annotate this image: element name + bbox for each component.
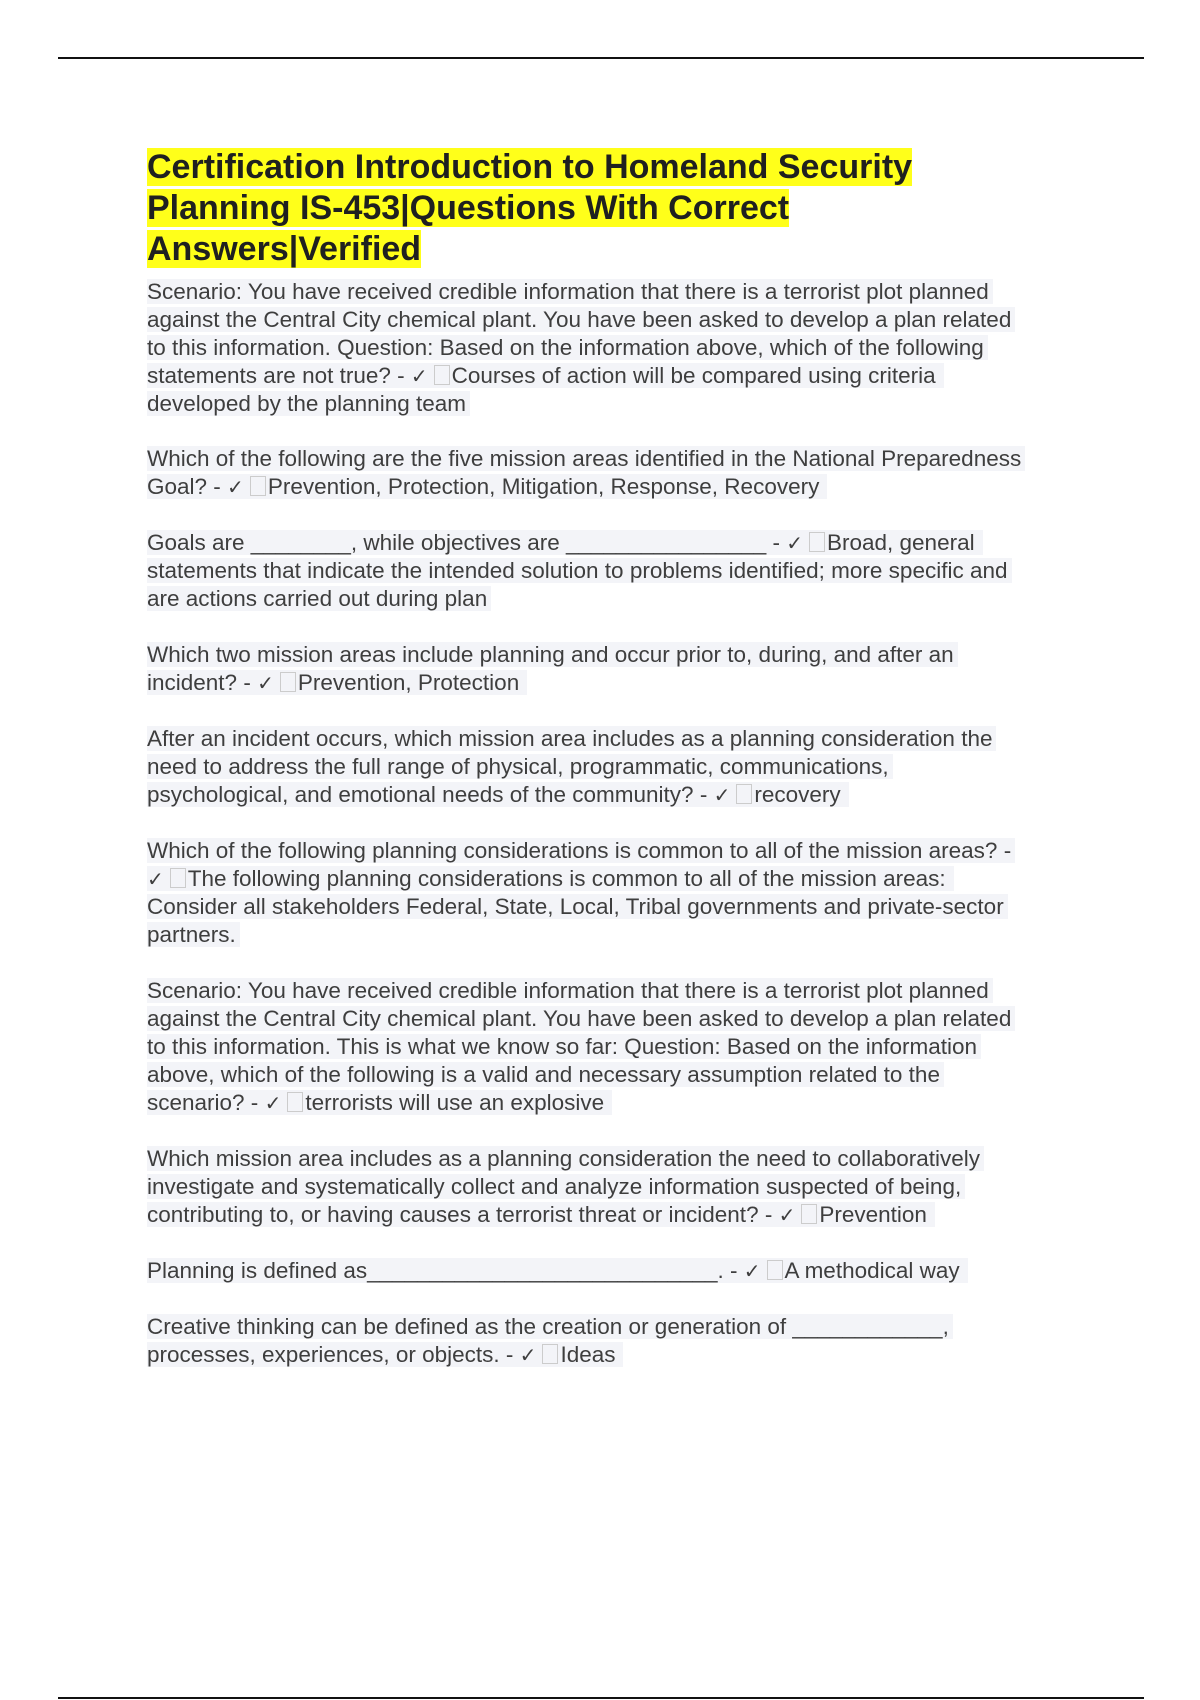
qa-text: to this information. This is what we know so far: Question: Based on the information [147, 1034, 981, 1059]
qa-line [147, 334, 1107, 362]
qa-text: investigate and systematically collect and analyze information suspected of being, [147, 1174, 965, 1199]
missing-glyph-box-icon [736, 784, 752, 804]
missing-glyph-box-icon [434, 365, 450, 385]
qa-line [147, 362, 1107, 390]
qa-text: scenario? - ✓ terrorists will use an explosive [147, 1090, 612, 1115]
checkmark-icon: ✓ [227, 475, 248, 499]
qa-item [147, 1257, 1107, 1285]
qa-line [147, 306, 1107, 334]
answer-text: The following planning considerations is common to all of the mission areas: [188, 866, 950, 891]
qa-line [147, 1341, 1107, 1369]
qa-item [147, 1313, 1107, 1369]
answer-text: terrorists will use an explosive [305, 1090, 608, 1115]
qa-text: processes, experiences, or objects. - ✓ Ideas [147, 1342, 623, 1367]
qa-line [147, 641, 1107, 669]
qa-line [147, 1061, 1107, 1089]
qa-line [147, 445, 1107, 473]
answer-text: Broad, general [827, 530, 979, 555]
qa-item [147, 529, 1107, 613]
qa-line [147, 557, 1107, 585]
qa-text: After an incident occurs, which mission area includes as a planning consideration the [147, 726, 996, 751]
missing-glyph-box-icon [767, 1260, 783, 1280]
missing-glyph-box-icon [250, 476, 266, 496]
answer-text: Prevention, Protection [298, 670, 523, 695]
qa-line [147, 585, 1107, 613]
qa-text: developed by the planning team [147, 391, 470, 416]
qa-line [147, 725, 1107, 753]
missing-glyph-box-icon [801, 1204, 817, 1224]
missing-glyph-box-icon [542, 1344, 558, 1364]
qa-text: are actions carried out during plan [147, 586, 491, 611]
qa-text: Which two mission areas include planning and occur prior to, during, and after an [147, 642, 958, 667]
qa-text: incident? - ✓ Prevention, Protection [147, 670, 527, 695]
qa-line [147, 977, 1107, 1005]
qa-line [147, 669, 1107, 697]
qa-line [147, 473, 1107, 501]
qa-text [147, 866, 954, 891]
checkmark-icon: ✓ [779, 1203, 800, 1227]
qa-line [147, 1033, 1107, 1061]
qa-line [147, 1005, 1107, 1033]
qa-item [147, 1145, 1107, 1229]
document-title [147, 147, 1107, 270]
header-rule [58, 57, 1144, 59]
footer-rule [58, 1697, 1144, 1699]
missing-glyph-box-icon [287, 1092, 303, 1112]
qa-text: psychological, and emotional needs of the community? - ✓ recovery [147, 782, 849, 807]
checkmark-icon: ✓ [265, 1091, 286, 1115]
qa-item [147, 977, 1107, 1117]
checkmark-icon: ✓ [786, 531, 807, 555]
checkmark-icon: ✓ [744, 1259, 765, 1283]
missing-glyph-box-icon [170, 868, 186, 888]
qa-line [147, 781, 1107, 809]
qa-line [147, 753, 1107, 781]
qa-line [147, 529, 1107, 557]
qa-text: against the Central City chemical plant. You have been asked to develop a plan related [147, 1006, 1015, 1031]
checkmark-icon: ✓ [714, 783, 735, 807]
qa-line [147, 1089, 1107, 1117]
qa-line [147, 1201, 1107, 1229]
qa-text: Consider all stakeholders Federal, State, Local, Tribal governments and private-sector [147, 894, 1008, 919]
qa-text: Goals are ________, while objectives are ________________ - ✓ Broad, general [147, 530, 983, 555]
qa-text: Which of the following are the five mission areas identified in the National Preparedness [147, 446, 1025, 471]
qa-text: partners. [147, 922, 240, 947]
qa-text: Scenario: You have received credible information that there is a terrorist plot planned [147, 978, 993, 1003]
checkmark-icon: ✓ [411, 364, 432, 388]
qa-line [147, 893, 1107, 921]
qa-text: Which of the following planning considerations is common to all of the mission areas? - [147, 838, 1015, 863]
qa-text: Planning is defined as____________________________. - ✓ A methodical way [147, 1258, 968, 1283]
qa-list [147, 278, 1107, 1369]
answer-text: Courses of action will be compared using criteria [452, 363, 940, 388]
answer-text: Prevention, Protection, Mitigation, Response, Recovery [268, 474, 824, 499]
qa-line [147, 278, 1107, 306]
qa-text: need to address the full range of physical, programmatic, communications, [147, 754, 893, 779]
qa-text: to this information. Question: Based on the information above, which of the following [147, 335, 988, 360]
qa-line [147, 921, 1107, 949]
qa-line [147, 1173, 1107, 1201]
checkmark-icon: ✓ [520, 1343, 541, 1367]
qa-line [147, 1145, 1107, 1173]
qa-text: above, which of the following is a valid and necessary assumption related to the [147, 1062, 944, 1087]
answer-text: Prevention [819, 1202, 931, 1227]
answer-text: recovery [754, 782, 844, 807]
qa-text: statements that indicate the intended solution to problems identified; more specific and [147, 558, 1012, 583]
answer-text: A methodical way [785, 1258, 964, 1283]
qa-item [147, 278, 1107, 418]
qa-line [147, 1257, 1107, 1285]
qa-item [147, 445, 1107, 501]
missing-glyph-box-icon [280, 672, 296, 692]
qa-item [147, 837, 1107, 949]
title-line: Planning IS-453|Questions With Correct [147, 189, 790, 227]
qa-text: against the Central City chemical plant. You have been asked to develop a plan related [147, 307, 1015, 332]
qa-line [147, 865, 1107, 893]
answer-text: Ideas [560, 1342, 619, 1367]
qa-text: statements are not true? - ✓ Courses of action will be compared using criteria [147, 363, 944, 388]
title-line: Certification Introduction to Homeland Security [147, 148, 913, 186]
qa-item [147, 641, 1107, 697]
qa-text: Creative thinking can be defined as the creation or generation of ____________, [147, 1314, 953, 1339]
missing-glyph-box-icon [809, 532, 825, 552]
qa-line [147, 837, 1107, 865]
checkmark-icon: ✓ [147, 867, 168, 891]
document-body [147, 147, 1107, 1369]
qa-text: contributing to, or having causes a terrorist threat or incident? - ✓ Prevention [147, 1202, 935, 1227]
qa-line [147, 390, 1107, 418]
title-line: Answers|Verified [147, 230, 422, 268]
qa-text: Scenario: You have received credible information that there is a terrorist plot planned [147, 279, 993, 304]
qa-line [147, 1313, 1107, 1341]
qa-text: Goal? - ✓ Prevention, Protection, Mitigation, Response, Recovery [147, 474, 827, 499]
qa-item [147, 725, 1107, 809]
qa-text: Which mission area includes as a planning consideration the need to collaboratively [147, 1146, 984, 1171]
checkmark-icon: ✓ [257, 671, 278, 695]
